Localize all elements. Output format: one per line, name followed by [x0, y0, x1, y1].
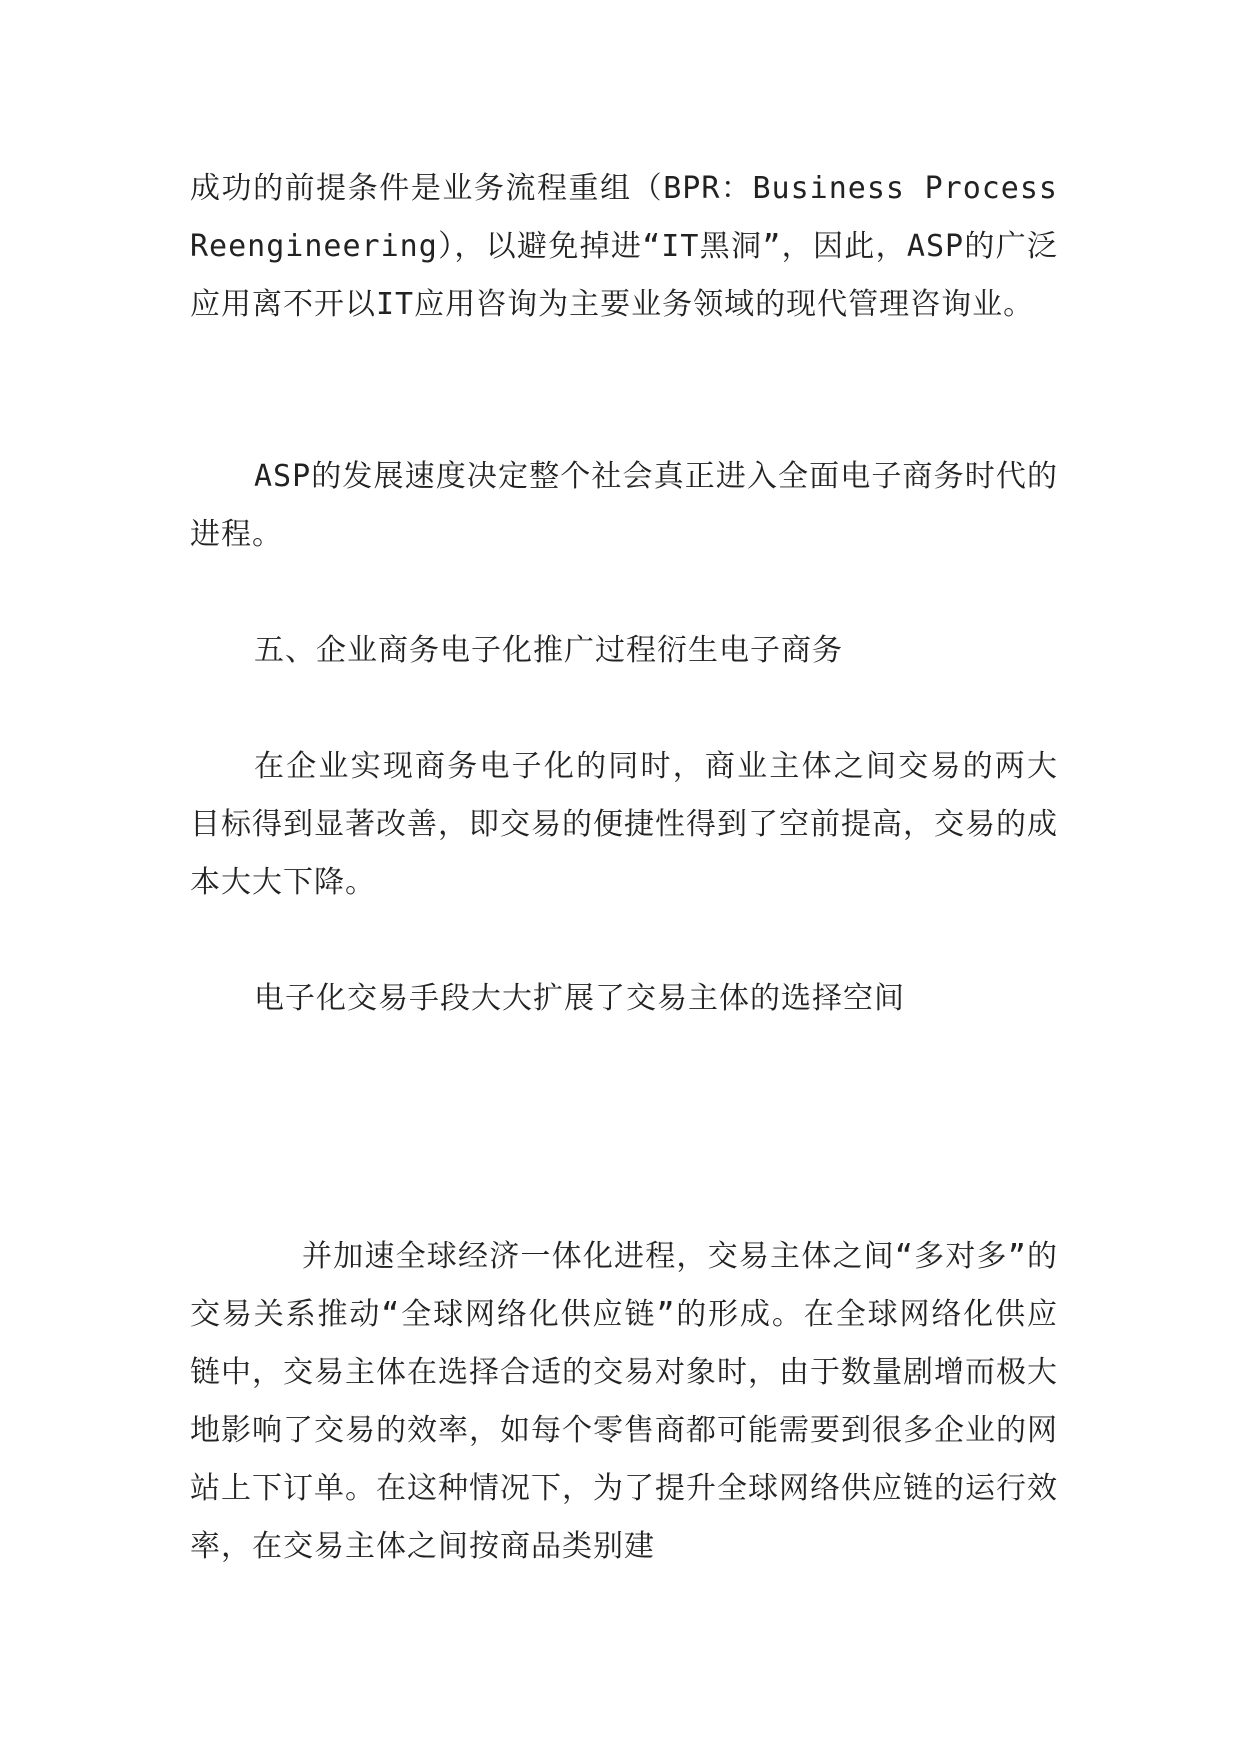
paragraph-asp-development: ASP的发展速度决定整个社会真正进入全面电子商务时代的进程。: [190, 459, 1058, 552]
paragraph-business-goals: 在企业实现商务电子化的同时，商业主体之间交易的两大目标得到显著改善，即交易的便捷性得到了空前提高，交易的成本大大下降。: [190, 749, 1058, 900]
paragraph-electronic-trading: 电子化交易手段大大扩展了交易主体的选择空间: [254, 981, 905, 1016]
section-heading-five: 五、企业商务电子化推广过程衍生电子商务: [254, 633, 843, 668]
paragraph-bpr-asp: 成功的前提条件是业务流程重组（BPR：Business Process Reengineering），以避免掉进“IT黑洞”，因此，ASP的广泛应用离不开以IT应用咨询为主要业务领域的现代管理咨询业。: [190, 171, 1058, 322]
paragraph-global-supply-chain: 并加速全球经济一体化进程，交易主体之间“多对多”的交易关系推动“全球网络化供应链”的形成。在全球网络化供应链中，交易主体在选择合适的交易对象时，由于数量剧增而极大地影响了交易的效率，如每个零售商都可能需要到很多企业的网站上下订单。在这种情况下，为了提升全球网络供应链的运行效率，在交易主体之间按商品类别建: [190, 1239, 1058, 1564]
